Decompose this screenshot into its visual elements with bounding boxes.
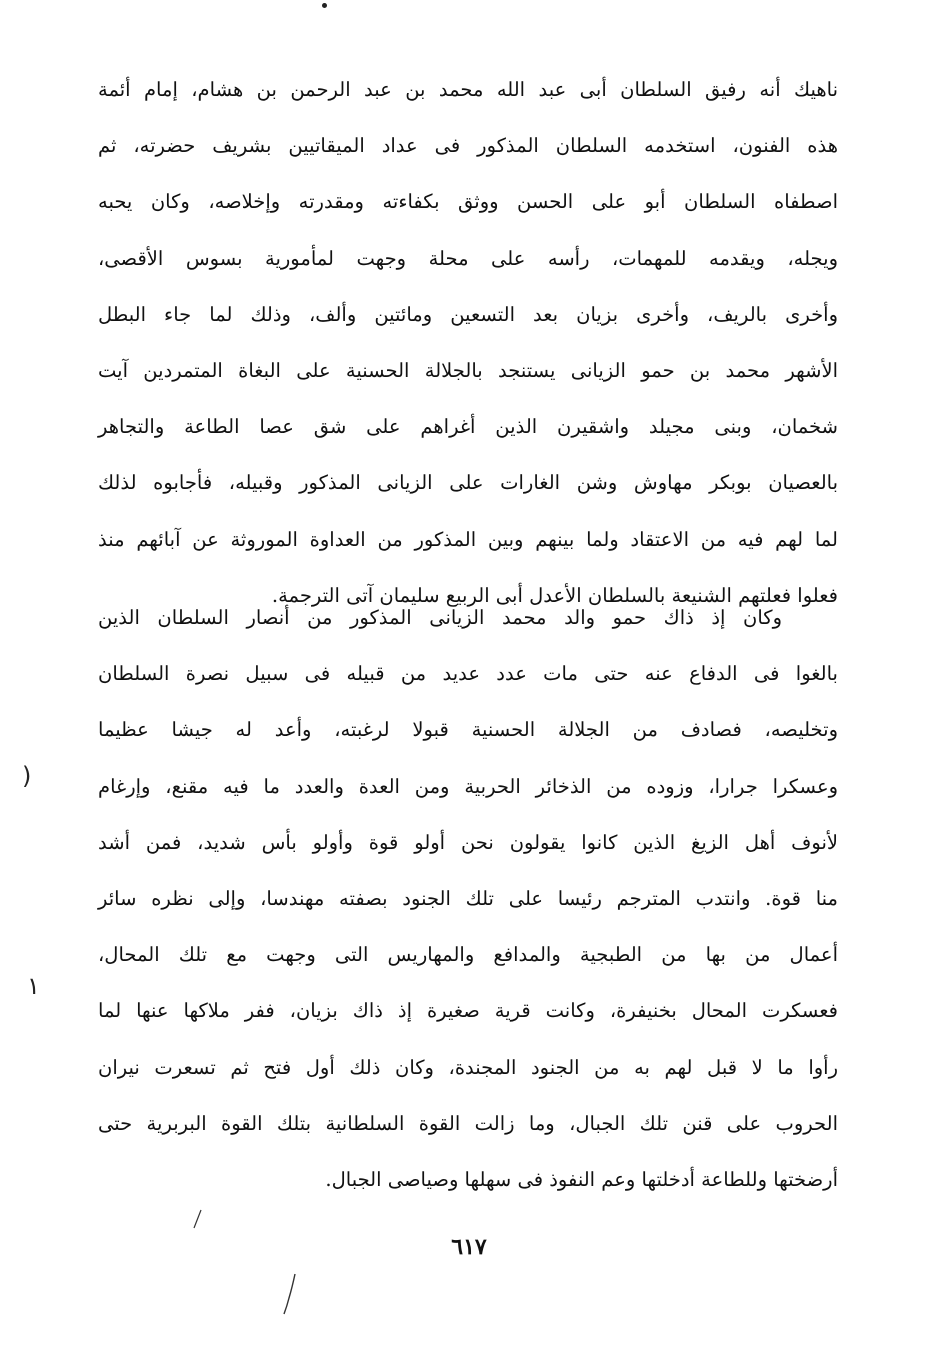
text-line: لأنوف أهل الزيغ الذين كانوا يقولون نحن أولو قوة وأولو بأس شديد، فمن أشد: [98, 830, 838, 854]
margin-mark: ١: [27, 972, 40, 1000]
text-line: بالغوا فى الدفاع عنه حتى مات عدد عديد من قبيله فى سبيل نصرة السلطان: [98, 662, 838, 686]
paragraph-1: [98, 62, 838, 624]
text-line: رأوا ما لا قبل لهم به من الجنود المجندة، وكان ذلك أول فتح ثم تسعرت نيران: [98, 1055, 838, 1079]
ink-dot: [322, 3, 327, 8]
stray-pen-stroke: [284, 1274, 295, 1314]
paragraph-2: [98, 590, 838, 1208]
text-line: لما لهم فيه من الاعتقاد ولما بينهم وبين المذكور من العداوة الموروثة عن آبائهم منذ: [98, 527, 838, 551]
text-line: فعلوا فعلتهم الشنيعة بالسلطان الأعدل أبى الربيع سليمان آتى الترجمة.: [271, 583, 838, 607]
text-line: وعسكرا جرارا، وزوده من الذخائر الحربية ومن العدة والعدد ما فيه مقنع، وإرغام: [98, 774, 838, 798]
text-line: منا قوة. وانتدب المترجم رئيسا على تلك الجنود بصفته مهندسا، وإلى نظره سائر: [98, 886, 838, 910]
text-line: ناهيك أنه رفيق السلطان أبى عبد الله محمد بن عبد الرحمن بن هشام، إمام أئمة: [98, 78, 838, 101]
text-line: وكان إذ ذاك حمو والد محمد الزيانى المذكور من أنصار السلطان الذين: [98, 606, 782, 629]
stray-pen-stroke: [194, 1210, 201, 1228]
text-line: فعسكرت المحال بخنيفرة، وكانت قرية صغيرة إذ ذاك بزيان، ففر ملاكها عنها لما: [98, 999, 838, 1023]
text-line: اصطفاه السلطان أبو على الحسن ووثق بكفاءته ومقدرته وإخلاصه، وكان يحبه: [98, 190, 838, 214]
text-line: شخمان، وبنى مجيلد واشقيرن الذين أغراهم على شق عصا الطاعة والتجاهر: [98, 415, 838, 439]
page-number: ٦١٧: [451, 1234, 487, 1260]
stray-pen-mark: [190, 1208, 204, 1230]
margin-mark: ): [22, 762, 32, 790]
text-line: الحروب على قنن تلك الجبال، وما زالت القوة السلطانية بتلك القوة البربرية حتى: [98, 1111, 838, 1135]
text-line: وتخليصه، فصادف من الجلالة الحسنية قبولا لرغبته، وأعد له جيشا عظيما: [98, 718, 838, 742]
text-line: هذه الفنون، استخدمه السلطان المذكور فى عداد الميقاتيين بشريف حضرته، ثم: [98, 134, 838, 158]
text-line: أعمال من بها من الطبجية والمدافع والمهاريس التى وجهت مع تلك المحال،: [98, 943, 838, 967]
text-line: أرضختها وللطاعة أدخلتها وعم النفوذ فى سهلها وصياصى الجبال.: [325, 1167, 838, 1191]
text-line: وأخرى بالريف، وأخرى بزيان بعد التسعين ومائتين وألف، وذلك لما جاء البطل: [98, 302, 838, 326]
text-line: ويجله، ويقدمه للمهمات، رأسه على محلة وجهت لمأمورية بسوس الأقصى،: [98, 246, 838, 270]
stray-pen-mark: [280, 1272, 300, 1316]
text-line: بالعصيان بوبكر مهاوش وشن الغارات على الزيانى المذكور وقبيله، فأجابوه لذلك: [98, 471, 838, 495]
text-line: الأشهر محمد بن حمو الزيانى يستنجد بالجلالة الحسنية على البغاة المتمردين آيت: [98, 358, 838, 382]
